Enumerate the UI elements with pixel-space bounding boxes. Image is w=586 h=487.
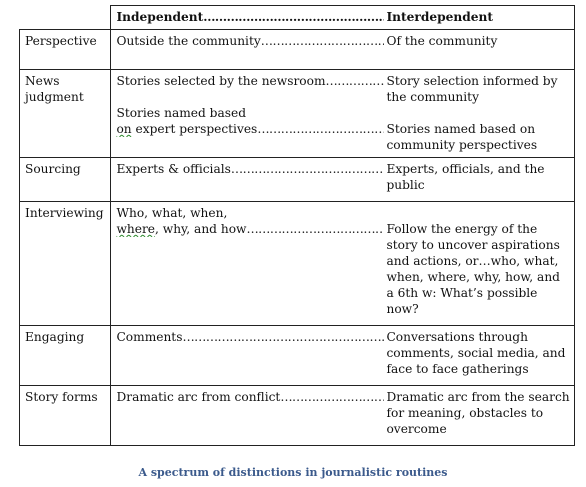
table-row (20, 30, 575, 70)
independent-cell: Comments ………………………………………………………………………………………………………………… (116, 329, 384, 345)
table-row (20, 158, 575, 202)
header-cell (111, 6, 575, 30)
table-caption: A spectrum of distinctions in journalistic routines (138, 466, 448, 479)
row-label-news-judgment: News judgment (20, 70, 111, 158)
interdependent-cell: Experts, officials, and the public (386, 162, 545, 192)
row-content-news-judgment (111, 70, 575, 158)
table-header-row (20, 6, 575, 30)
independent-line: , why, and how ………………………………………………………………………………………………………………… (155, 222, 384, 236)
interdependent-cell: Stories named based on community perspectives (386, 122, 538, 152)
table-row (20, 202, 575, 326)
row-label-story-forms: Story forms (20, 386, 111, 446)
interdependent-cell: Story selection informed by the community (386, 74, 558, 104)
independent-cell: Stories selected by the newsroom ………………………………………………………………………………………………………………… (116, 73, 384, 89)
interdependent-cell: Conversations through comments, social media, and face to face gatherings (386, 330, 566, 376)
row-content-engaging (111, 326, 575, 386)
spellcheck-word: where (116, 222, 156, 236)
independent-cell: Dramatic arc from conflict ………………………………………………………………………………………………………………… (116, 389, 384, 405)
spellcheck-word: on (116, 122, 132, 136)
header-empty-cell (20, 6, 111, 30)
interdependent-cell: Follow the energy of the story to uncover aspirations and actions, or…who, what, when, where, why, how, and a 6th w: What’s possible now? (386, 222, 560, 316)
independent-line: Stories named based (116, 106, 247, 120)
independent-cell (116, 205, 384, 237)
row-label-interviewing: Interviewing (20, 202, 111, 326)
table-row (20, 70, 575, 158)
independent-line: expert perspectives ………………………………………………………………………………………………………………… (132, 122, 385, 136)
table-row (20, 386, 575, 446)
row-content-interviewing (111, 202, 575, 326)
independent-line: Who, what, when, (116, 206, 228, 220)
header-interdependent: Interdependent (386, 10, 494, 24)
spectrum-table (19, 5, 575, 446)
independent-cell (116, 105, 384, 137)
header-independent: Independent ………………………………………………………………………………………………………………… (116, 9, 384, 25)
row-content-sourcing (111, 158, 575, 202)
independent-cell: Outside the community ………………………………………………………………………………………………………………… (116, 33, 384, 49)
row-label-sourcing: Sourcing (20, 158, 111, 202)
row-content-perspective (111, 30, 575, 70)
row-label-perspective: Perspective (20, 30, 111, 70)
independent-cell: Experts & officials ………………………………………………………………………………………………………………… (116, 161, 384, 177)
row-label-engaging: Engaging (20, 326, 111, 386)
interdependent-cell: Dramatic arc from the search for meaning, obstacles to overcome (386, 390, 570, 436)
row-content-story-forms (111, 386, 575, 446)
interdependent-cell: Of the community (386, 34, 498, 48)
table-row (20, 326, 575, 386)
